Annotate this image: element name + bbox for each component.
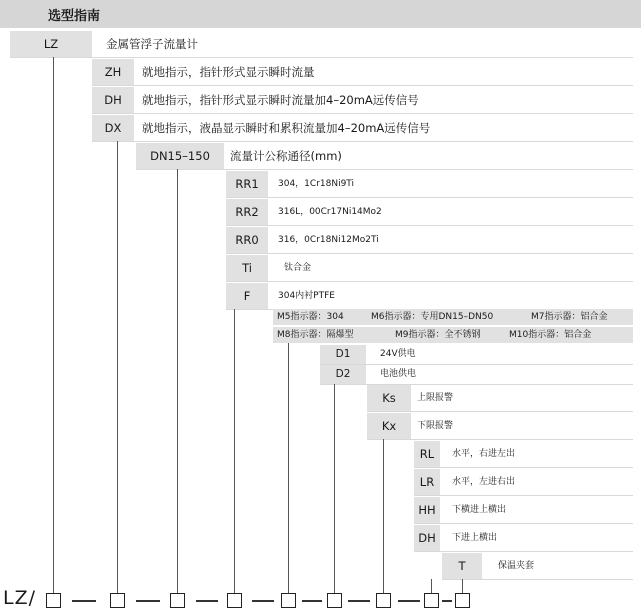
code-kx: Kx (367, 413, 411, 439)
code-box-5 (281, 593, 296, 608)
desc-dn: 流量计公称通径(mm) (230, 149, 342, 163)
row-dx (92, 115, 633, 142)
row-zh (92, 59, 633, 86)
desc-zh: 就地指示，指针形式显示瞬时流量 (142, 65, 315, 79)
indicator-m7: M7指示器：铝合金 (531, 312, 608, 322)
row-ks (367, 385, 633, 412)
code-d2: D2 (320, 365, 366, 384)
code-t: T (442, 553, 482, 579)
indicator-m5: M5指示器：304 (277, 312, 344, 322)
desc-rr1: 304，1Cr18Ni9Ti (278, 179, 355, 189)
desc-lz: 金属管浮子流量计 (106, 37, 198, 51)
code-box-9 (455, 593, 470, 608)
desc-hh: 下横进上横出 (452, 505, 507, 515)
row-kx (367, 413, 633, 440)
code-ti: Ti (226, 255, 268, 281)
code-separator (136, 600, 160, 602)
code-box-4 (227, 593, 242, 608)
code-separator (442, 600, 452, 602)
row-rr2 (226, 199, 633, 226)
code-hh: HH (414, 497, 440, 523)
row-ti (226, 255, 633, 282)
desc-d2: 电池供电 (380, 369, 417, 379)
code-lz: LZ (10, 31, 92, 57)
page-title: 选型指南 (48, 9, 101, 24)
connector-line (234, 309, 235, 594)
row-rr0 (226, 227, 633, 254)
code-dh: DH (92, 87, 134, 113)
desc-dx: 就地指示，液晶显示瞬时和累积流量加4–20mA远传信号 (142, 121, 431, 135)
desc-f: 304内衬PTFE (278, 291, 335, 301)
indicator-m6: M6指示器：专用DN15–DN50 (371, 312, 494, 322)
code-dhv: DH (414, 525, 440, 551)
row-d2 (320, 365, 633, 385)
desc-ks: 上限报警 (417, 393, 454, 403)
code-box-8 (424, 593, 439, 608)
title-bar (0, 0, 641, 28)
code-rr2: RR2 (226, 199, 268, 225)
code-dn: DN15–150 (136, 143, 224, 169)
code-separator (72, 600, 96, 602)
connector-line (288, 343, 289, 594)
row-d1 (320, 345, 633, 365)
row-dh (92, 87, 633, 114)
connector-line (462, 579, 463, 594)
desc-rr0: 316，0Cr18Ni12Mo2Ti (278, 235, 379, 245)
code-separator (196, 600, 218, 602)
connector-line (383, 439, 384, 594)
desc-ti: 钛合金 (284, 263, 312, 273)
code-box-3 (170, 593, 185, 608)
indicator-m9: M9指示器：全不锈钢 (395, 330, 481, 340)
code-separator (302, 600, 322, 602)
code-dx: DX (92, 115, 134, 141)
row-rl (414, 441, 633, 468)
desc-kx: 下限报警 (417, 421, 454, 431)
connector-line (431, 579, 432, 594)
row-dhv (414, 525, 633, 552)
row-dn (136, 143, 633, 170)
desc-d1: 24V供电 (380, 349, 416, 359)
code-box-2 (110, 593, 125, 608)
row-hh (414, 497, 633, 524)
row-t (442, 553, 633, 580)
desc-t: 保温夹套 (498, 561, 535, 571)
code-d1: D1 (320, 345, 366, 364)
connector-line (177, 169, 178, 594)
desc-lr: 水平，左进右出 (452, 477, 516, 487)
code-lr: LR (414, 469, 440, 495)
code-rr0: RR0 (226, 227, 268, 253)
code-separator (348, 600, 370, 602)
indicator-m10: M10指示器：铝合金 (509, 330, 592, 340)
connector-line (334, 384, 335, 594)
desc-dhv: 下进上横出 (452, 533, 498, 543)
code-box-7 (376, 593, 391, 608)
indicator-row-1 (273, 309, 633, 325)
code-rr1: RR1 (226, 171, 268, 197)
code-rl: RL (414, 441, 440, 467)
desc-dh: 就地指示，指针形式显示瞬时流量加4–20mA远传信号 (142, 93, 419, 107)
indicator-row-2 (273, 327, 633, 343)
desc-rr2: 316L，00Cr17Ni14Mo2 (278, 207, 382, 217)
row-lr (414, 469, 633, 496)
code-zh: ZH (92, 59, 134, 85)
desc-rl: 水平，右进左出 (452, 449, 516, 459)
code-ks: Ks (367, 385, 411, 411)
row-rr1 (226, 171, 633, 198)
row-f (226, 283, 633, 310)
code-box-6 (327, 593, 342, 608)
code-f: F (226, 283, 268, 309)
row-lz (10, 31, 633, 58)
model-prefix: LZ/ (3, 587, 37, 609)
indicator-m8: M8指示器：隔爆型 (277, 330, 354, 340)
connector-line (53, 57, 54, 594)
code-separator (398, 600, 420, 602)
code-separator (252, 600, 274, 602)
connector-line (117, 141, 118, 594)
code-box-1 (46, 593, 61, 608)
